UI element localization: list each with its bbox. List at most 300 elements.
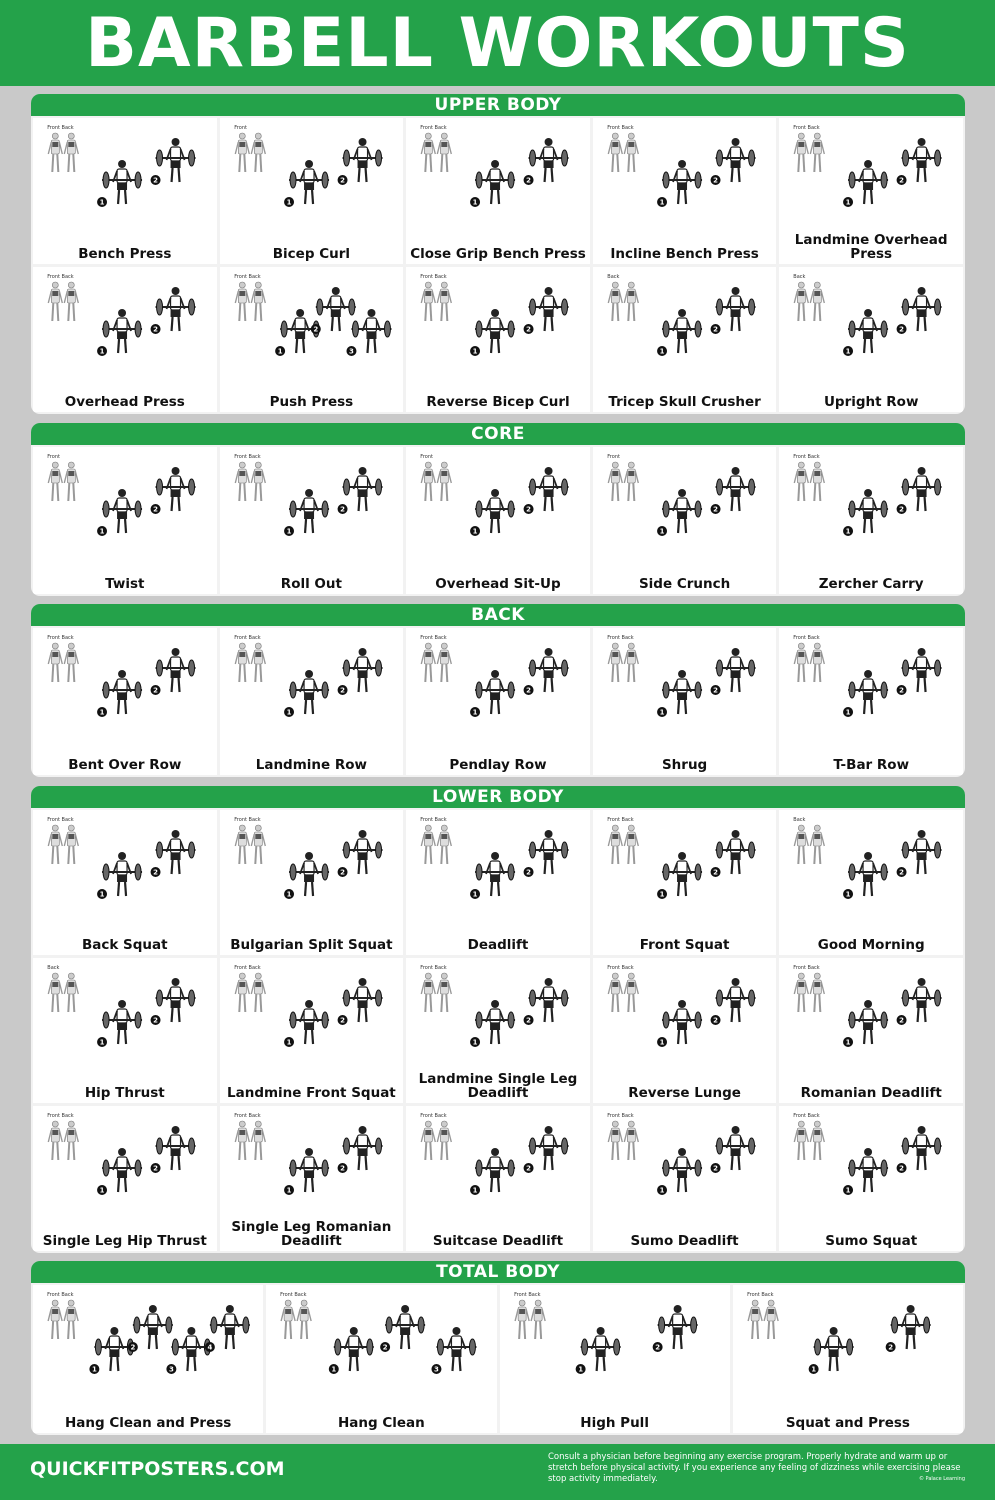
step-number: 1 — [577, 1365, 583, 1374]
exercise-name: Close Grip Bench Press — [410, 245, 586, 262]
step-number: 1 — [659, 1186, 665, 1195]
step-figure — [470, 852, 515, 899]
exercise-card — [266, 1285, 496, 1433]
step-number: 2 — [899, 868, 905, 877]
section-total-body — [31, 1261, 965, 1435]
exercise-name: Upright Row — [823, 394, 919, 410]
exercise-card — [33, 118, 217, 264]
step-number: 1 — [472, 198, 478, 207]
step-figure — [97, 160, 142, 207]
step-number: 3 — [168, 1365, 174, 1374]
muscle-view-label: Front Back — [420, 125, 447, 131]
muscle-view-label: Front Back — [233, 965, 261, 971]
step-number: 1 — [99, 1038, 105, 1047]
step-number: 2 — [526, 1016, 532, 1025]
step-figure — [380, 1305, 425, 1352]
step-number: 1 — [659, 198, 665, 207]
section-header: LOWER BODY — [31, 786, 965, 808]
step-number: 2 — [887, 1343, 893, 1352]
exercise-illustration — [406, 628, 590, 745]
exercise-card — [733, 1285, 963, 1433]
exercise-grid — [31, 626, 965, 777]
exercise-card — [779, 267, 963, 413]
exercise-card — [33, 1106, 217, 1251]
exercise-name: Deadlift — [467, 937, 529, 953]
exercise-illustration — [406, 267, 590, 382]
anatomy-figure — [48, 825, 78, 864]
step-figure — [710, 287, 755, 334]
step-figure — [524, 830, 569, 877]
step-figure — [897, 138, 942, 185]
exercise-name: Pendlay Row — [449, 757, 547, 773]
step-number: 2 — [526, 868, 532, 877]
anatomy-figure — [48, 1300, 78, 1339]
exercise-name: Incline Bench Press — [610, 245, 759, 262]
exercise-illustration — [33, 118, 217, 233]
section-back — [31, 604, 965, 777]
exercise-card — [33, 628, 217, 775]
muscle-view-label: Front Back — [746, 1292, 774, 1298]
step-figure — [89, 1327, 134, 1374]
muscle-view-label: Front — [607, 454, 620, 460]
exercise-card — [220, 267, 404, 413]
step-figure — [843, 670, 888, 717]
exercise-name: Landmine Front Squat — [227, 1085, 396, 1101]
step-figure — [710, 978, 755, 1025]
step-figure — [657, 309, 702, 356]
exercise-card — [593, 1106, 777, 1251]
exercise-card — [779, 628, 963, 775]
step-number: 2 — [526, 505, 532, 514]
step-number: 2 — [712, 868, 718, 877]
muscle-view-label: Front — [420, 454, 434, 460]
step-number: 1 — [286, 527, 292, 536]
muscle-view-label: Front Back — [420, 273, 447, 280]
muscle-view-label: Front Back — [793, 125, 821, 131]
step-number: 1 — [846, 347, 851, 355]
exercise-name: Bulgarian Split Squat — [230, 937, 393, 953]
step-figure — [310, 287, 355, 334]
muscle-view-label: Front Back — [793, 1113, 821, 1119]
step-figure — [151, 830, 196, 877]
exercise-card — [33, 267, 217, 413]
step-number: 1 — [91, 1365, 97, 1374]
muscle-view-label: Front Back — [47, 125, 74, 131]
step-figure — [575, 1327, 620, 1374]
exercise-name: High Pull — [580, 1415, 649, 1431]
step-number: 1 — [846, 1038, 851, 1047]
footer-bar — [0, 1444, 995, 1500]
step-number: 2 — [899, 1016, 905, 1025]
step-number: 2 — [153, 1164, 158, 1173]
step-number: 1 — [286, 1038, 292, 1047]
exercise-name: Twist — [105, 576, 145, 592]
anatomy-figure — [795, 462, 825, 501]
footer-copyright: © Palace Learning — [918, 1476, 965, 1482]
step-number: 1 — [659, 890, 665, 899]
step-number: 1 — [286, 1186, 292, 1195]
step-figure — [843, 160, 888, 207]
exercise-illustration — [220, 628, 404, 745]
anatomy-figure — [421, 133, 451, 172]
muscle-view-label: Back — [607, 273, 620, 280]
step-number: 2 — [899, 176, 905, 185]
exercise-grid — [31, 445, 965, 596]
anatomy-figure — [421, 825, 451, 864]
anatomy-figure — [235, 973, 265, 1012]
exercise-illustration — [220, 118, 404, 233]
step-figure — [151, 978, 196, 1025]
step-number: 1 — [472, 347, 478, 355]
step-number: 1 — [472, 890, 478, 899]
step-number: 1 — [472, 1186, 478, 1195]
step-figure — [284, 160, 329, 207]
exercise-name: Reverse Bicep Curl — [426, 394, 570, 410]
step-figure — [657, 160, 702, 207]
exercise-card — [406, 958, 590, 1103]
anatomy-figure — [421, 1121, 451, 1160]
step-figure — [151, 287, 196, 334]
step-number: 2 — [712, 1016, 718, 1025]
exercise-name: T-Bar Row — [833, 757, 910, 773]
muscle-view-label: Front Back — [233, 635, 261, 641]
step-number: 3 — [434, 1365, 440, 1374]
anatomy-figure — [48, 1121, 78, 1160]
anatomy-figure — [795, 825, 825, 864]
muscle-view-label: Front Back — [420, 1113, 447, 1119]
muscle-view-label: Front Back — [793, 454, 821, 460]
step-number: 1 — [472, 1038, 478, 1047]
exercise-name: Landmine Overhead Press — [794, 231, 948, 262]
step-number: 2 — [339, 868, 345, 877]
exercise-card — [593, 958, 777, 1103]
title-banner — [0, 0, 995, 86]
step-number: 2 — [153, 505, 158, 514]
step-number: 2 — [899, 686, 905, 695]
exercise-name: Side Crunch — [638, 576, 731, 592]
exercise-name: Push Press — [269, 394, 354, 410]
anatomy-figure — [281, 1300, 311, 1339]
exercise-card — [220, 628, 404, 775]
exercise-grid — [31, 808, 965, 1253]
step-figure — [337, 138, 382, 185]
step-figure — [897, 1126, 942, 1173]
exercise-name: Hang Clean — [337, 1415, 425, 1431]
exercise-illustration — [220, 267, 404, 382]
section-lower-body — [31, 786, 965, 1253]
step-number: 2 — [153, 176, 158, 185]
step-number: 1 — [472, 708, 478, 717]
anatomy-figure — [608, 973, 638, 1012]
section-header: UPPER BODY — [31, 94, 965, 116]
exercise-illustration — [406, 118, 590, 233]
step-number: 1 — [286, 198, 292, 207]
step-figure — [808, 1327, 853, 1374]
step-figure — [97, 852, 142, 899]
muscle-view-label: Front Back — [420, 965, 447, 971]
exercise-illustration — [779, 628, 963, 745]
step-figure — [885, 1305, 930, 1352]
exercise-name: Sumo Squat — [825, 1233, 918, 1249]
anatomy-figure — [748, 1300, 778, 1339]
step-figure — [151, 1126, 196, 1173]
step-figure — [166, 1327, 211, 1374]
step-figure — [843, 309, 888, 356]
anatomy-figure — [48, 133, 78, 172]
exercise-name: Single Leg Romanian Deadlift — [231, 1219, 392, 1249]
anatomy-figure — [48, 462, 78, 501]
step-number: 1 — [810, 1365, 816, 1374]
exercise-card — [593, 267, 777, 413]
step-figure — [524, 467, 569, 514]
muscle-view-label: Front Back — [607, 965, 634, 971]
step-number: 2 — [712, 505, 718, 514]
step-figure — [97, 670, 142, 717]
step-number: 2 — [382, 1343, 388, 1352]
exercise-illustration — [593, 958, 777, 1073]
muscle-view-label: Front Back — [607, 1113, 634, 1119]
exercise-illustration — [779, 447, 963, 564]
exercise-card — [406, 118, 590, 264]
anatomy-figure — [608, 825, 638, 864]
step-figure — [337, 978, 382, 1025]
exercise-card — [593, 118, 777, 264]
exercise-card — [779, 1106, 963, 1251]
exercise-card — [779, 810, 963, 955]
anatomy-figure — [795, 973, 825, 1012]
exercise-name: Overhead Press — [64, 394, 185, 410]
anatomy-figure — [608, 643, 638, 682]
exercise-card — [593, 447, 777, 594]
step-number: 2 — [712, 1164, 718, 1173]
anatomy-figure — [235, 825, 265, 864]
anatomy-figure — [608, 133, 638, 172]
step-figure — [897, 978, 942, 1025]
exercise-illustration — [406, 1106, 590, 1221]
step-figure — [524, 978, 569, 1025]
exercise-illustration — [33, 628, 217, 745]
muscle-view-label: Front Back — [47, 273, 74, 280]
exercise-card — [779, 958, 963, 1103]
exercise-card — [220, 118, 404, 264]
step-figure — [652, 1305, 697, 1352]
step-figure — [897, 830, 942, 877]
step-number: 1 — [846, 1186, 851, 1195]
step-figure — [524, 138, 569, 185]
anatomy-figure — [235, 462, 265, 501]
anatomy-figure — [795, 643, 825, 682]
section-core — [31, 423, 965, 596]
muscle-view-label: Front Back — [47, 1292, 74, 1298]
exercise-grid — [31, 1283, 965, 1435]
exercise-name: Tricep Skull Crusher — [608, 394, 761, 410]
step-figure — [284, 852, 329, 899]
anatomy-figure — [48, 973, 78, 1012]
step-figure — [657, 1148, 702, 1195]
step-figure — [284, 489, 329, 536]
exercise-card — [220, 810, 404, 955]
muscle-view-label: Front Back — [513, 1292, 540, 1298]
anatomy-figure — [48, 282, 78, 321]
step-figure — [151, 138, 196, 185]
exercise-illustration — [406, 810, 590, 925]
step-figure — [337, 1126, 382, 1173]
step-figure — [897, 648, 942, 695]
anatomy-figure — [235, 282, 265, 321]
exercise-illustration — [220, 447, 404, 564]
exercise-card — [406, 628, 590, 775]
step-number: 1 — [99, 347, 105, 355]
exercise-illustration — [779, 118, 963, 233]
step-number: 2 — [712, 325, 718, 333]
exercise-illustration — [779, 1106, 963, 1221]
step-number: 1 — [99, 708, 105, 717]
anatomy-figure — [795, 282, 825, 321]
step-number: 2 — [712, 176, 718, 185]
step-number: 2 — [654, 1343, 660, 1352]
step-figure — [710, 138, 755, 185]
step-figure — [128, 1305, 173, 1352]
muscle-view-label: Front — [233, 125, 247, 131]
exercise-illustration — [220, 1106, 404, 1221]
exercise-card — [593, 810, 777, 955]
step-number: 2 — [339, 1016, 345, 1025]
step-number: 1 — [659, 708, 665, 717]
muscle-view-label: Front Back — [47, 1113, 74, 1119]
anatomy-figure — [421, 282, 451, 321]
anatomy-figure — [421, 462, 451, 501]
exercise-illustration — [33, 1106, 217, 1221]
step-figure — [97, 1148, 142, 1195]
exercise-illustration — [593, 447, 777, 564]
exercise-illustration — [266, 1285, 496, 1403]
step-number: 1 — [659, 347, 665, 355]
exercise-card — [33, 1285, 263, 1433]
exercise-illustration — [33, 1285, 263, 1403]
step-number: 2 — [899, 325, 905, 333]
exercise-name: Front Squat — [639, 937, 730, 953]
step-figure — [710, 830, 755, 877]
exercise-card — [220, 1106, 404, 1251]
section-header: BACK — [31, 604, 965, 626]
exercise-card — [406, 1106, 590, 1251]
exercise-name: Hip Thrust — [84, 1085, 165, 1101]
exercise-illustration — [406, 958, 590, 1073]
exercise-illustration — [779, 958, 963, 1073]
footer-disclaimer: Consult a physician before beginning any exercise program. Properly hydrate and warm up or stretch before physical activity. If you experience any feeling of dizziness while exercising please stop activity immediately. — [548, 1452, 961, 1484]
step-figure — [284, 1000, 329, 1047]
step-figure — [329, 1327, 374, 1374]
step-number: 2 — [526, 325, 532, 333]
step-number: 2 — [339, 505, 345, 514]
exercise-illustration — [33, 958, 217, 1073]
step-number: 2 — [339, 176, 345, 185]
step-number: 1 — [99, 198, 105, 207]
step-figure — [337, 467, 382, 514]
step-number: 2 — [312, 325, 318, 333]
muscle-view-label: Front Back — [47, 817, 74, 823]
step-number: 2 — [339, 1164, 345, 1173]
step-figure — [97, 1000, 142, 1047]
muscle-view-label: Front Back — [793, 965, 821, 971]
muscle-view-label: Front Back — [233, 273, 261, 280]
step-figure — [346, 309, 391, 356]
step-figure — [524, 287, 569, 334]
step-figure — [524, 1126, 569, 1173]
step-figure — [470, 1148, 515, 1195]
section-header: CORE — [31, 423, 965, 445]
step-figure — [97, 489, 142, 536]
step-number: 2 — [526, 686, 532, 695]
exercise-card — [406, 447, 590, 594]
exercise-card — [779, 118, 963, 264]
step-number: 2 — [153, 868, 158, 877]
muscle-view-label: Back — [793, 817, 806, 823]
exercise-card — [406, 810, 590, 955]
step-number: 2 — [339, 686, 345, 695]
step-number: 1 — [277, 347, 283, 355]
muscle-view-label: Front Back — [233, 1113, 261, 1119]
section-upper-body — [31, 94, 965, 414]
muscle-view-label: Back — [47, 965, 60, 971]
muscle-view-label: Front Back — [47, 635, 74, 641]
exercise-card — [33, 447, 217, 594]
muscle-view-label: Back — [793, 273, 806, 280]
exercise-name: Squat and Press — [785, 1415, 910, 1431]
step-number: 1 — [99, 527, 105, 536]
step-figure — [470, 489, 515, 536]
step-number: 1 — [286, 890, 292, 899]
exercise-name: Bench Press — [78, 245, 172, 262]
step-figure — [657, 852, 702, 899]
exercise-name: Roll Out — [280, 576, 342, 592]
step-number: 4 — [207, 1343, 213, 1352]
step-figure — [470, 160, 515, 207]
anatomy-figure — [608, 1121, 638, 1160]
muscle-view-label: Front Back — [607, 125, 634, 131]
exercise-name: Landmine Row — [255, 757, 368, 773]
step-number: 3 — [348, 347, 354, 355]
step-figure — [151, 648, 196, 695]
step-figure — [710, 467, 755, 514]
step-figure — [337, 648, 382, 695]
step-number: 1 — [659, 1038, 665, 1047]
footer-brand: QUICKFITPOSTERS.COM — [30, 1458, 285, 1480]
step-number: 2 — [899, 505, 905, 514]
step-figure — [151, 467, 196, 514]
exercise-illustration — [779, 267, 963, 382]
exercise-name: Back Squat — [81, 937, 168, 953]
anatomy-figure — [235, 643, 265, 682]
step-number: 1 — [846, 890, 851, 899]
step-number: 2 — [899, 1164, 905, 1173]
step-figure — [843, 1000, 888, 1047]
muscle-view-label: Front Back — [793, 635, 821, 641]
step-number: 2 — [526, 1164, 532, 1173]
exercise-name: Romanian Deadlift — [800, 1085, 942, 1101]
exercise-name: Single Leg Hip Thrust — [42, 1233, 207, 1249]
step-figure — [284, 1148, 329, 1195]
step-figure — [897, 467, 942, 514]
step-number: 1 — [331, 1365, 337, 1374]
muscle-view-label: Front — [47, 454, 60, 460]
anatomy-figure — [421, 643, 451, 682]
exercise-illustration — [593, 810, 777, 925]
exercise-card — [500, 1285, 730, 1433]
step-number: 2 — [130, 1343, 136, 1352]
step-number: 1 — [846, 527, 851, 536]
step-number: 1 — [659, 527, 665, 536]
